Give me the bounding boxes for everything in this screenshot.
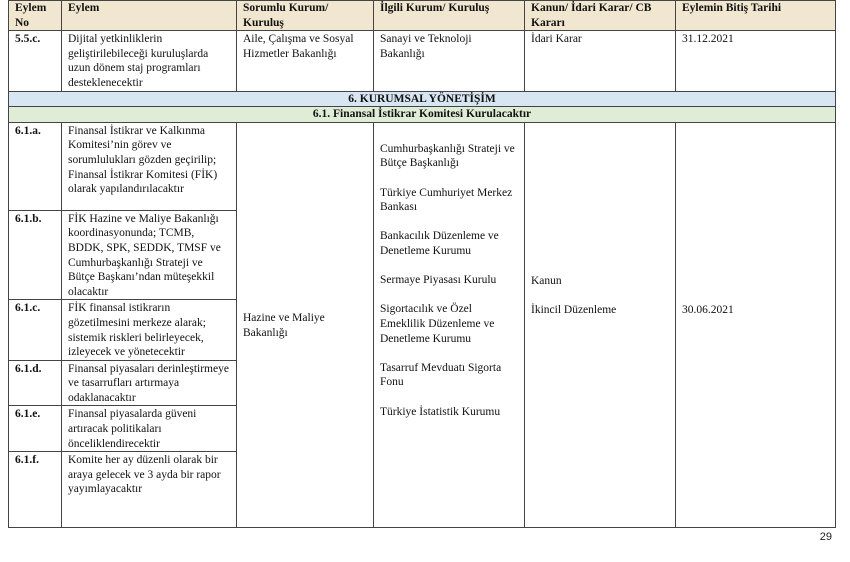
action-text: Finansal İstikrar ve Kalkınma Komitesi’nin görev ve sorumlulukları gözden geçirilip; Finansal İstikrar Komitesi (FİK) olarak yapılandırılacaktır: [62, 122, 237, 210]
action-text: FİK Hazine ve Maliye Bakanlığı koordinasyonunda; TCMB, BDDK, SPK, SEDDK, TMSF ve Cumhurbaşkanlığı Strateji ve Bütçe Başkanı’ndan müteşekkil olacaktır: [62, 210, 237, 300]
header-karar: Kanun/ İdari Karar/ CB Kararı: [525, 1, 676, 31]
related-institution-item: Türkiye İstatistik Kurumu: [380, 405, 501, 418]
group-legal-basis: [525, 122, 676, 528]
section-row: [9, 91, 836, 107]
action-number: 5.5.c.: [9, 31, 62, 91]
action-number: 6.1.a.: [9, 122, 62, 210]
group-deadline: 30.06.2021: [676, 122, 836, 528]
subsection-row: [9, 107, 836, 123]
related-institution-item: Tasarruf Mevduatı Sigorta Fonu: [380, 361, 502, 389]
header-bitis: Eylemin Bitiş Tarihi: [676, 1, 836, 31]
header-ilgili: İlgili Kurum/ Kuruluş: [374, 1, 525, 31]
related-institution-item: Bankacılık Düzenleme ve Denetleme Kurumu: [380, 230, 499, 258]
header-row: [9, 1, 836, 31]
action-number: 6.1.f.: [9, 452, 62, 528]
page-number: 29: [819, 531, 832, 543]
section-title: 6. KURUMSAL YÖNETİŞİM: [9, 91, 836, 107]
related-institution: Sanayi ve Teknoloji Bakanlığı: [374, 31, 525, 91]
legal-basis-item: İkincil Düzenleme: [531, 303, 617, 316]
action-text: Komite her ay düzenli olarak bir araya gelecek ve 3 ayda bir rapor yayımlayacaktır: [62, 452, 237, 528]
header-sorumlu: Sorumlu Kurum/ Kuruluş: [237, 1, 374, 31]
action-plan-table: [8, 0, 836, 528]
action-number: 6.1.d.: [9, 360, 62, 406]
action-text: Finansal piyasaları derinleştirmeye ve tasarrufları artırmaya odaklanacaktır: [62, 360, 237, 406]
related-institution-item: Sigortacılık ve Özel Emeklilik Düzenleme ve Denetleme Kurumu: [380, 303, 495, 345]
deadline: 31.12.2021: [676, 31, 836, 91]
header-eylem: Eylem: [62, 1, 237, 31]
action-text: Finansal piyasalarda güveni artıracak politikaları önceliklendirecektir: [62, 406, 237, 452]
related-institution-item: Türkiye Cumhuriyet Merkez Bankası: [380, 186, 513, 214]
legal-basis-item: Kanun: [531, 274, 562, 287]
legal-basis: İdari Karar: [525, 31, 676, 91]
group-responsible-institution: Hazine ve Maliye Bakanlığı: [237, 122, 374, 528]
table-row: [9, 31, 836, 91]
table-row: [9, 122, 836, 210]
related-institution-item: Sermaye Piyasası Kurulu: [380, 274, 497, 287]
subsection-title: 6.1. Finansal İstikrar Komitesi Kurulacaktır: [9, 107, 836, 123]
related-institution-item: Cumhurbaşkanlığı Strateji ve Bütçe Başkanlığı: [380, 142, 515, 170]
responsible-institution: Aile, Çalışma ve Sosyal Hizmetler Bakanlığı: [237, 31, 374, 91]
action-text: FİK finansal istikrarın gözetilmesini merkeze alarak; sistemik riskleri belirleyecek, izleyecek ve yönetecektir: [62, 300, 237, 360]
action-text: Dijital yetkinliklerin geliştirilebileceği kuruluşlarda uzun dönem staj programları desteklenecektir: [62, 31, 237, 91]
header-eylem-no: Eylem No: [9, 1, 62, 31]
group-related-institutions: [374, 122, 525, 528]
action-number: 6.1.e.: [9, 406, 62, 452]
action-number: 6.1.b.: [9, 210, 62, 300]
action-number: 6.1.c.: [9, 300, 62, 360]
